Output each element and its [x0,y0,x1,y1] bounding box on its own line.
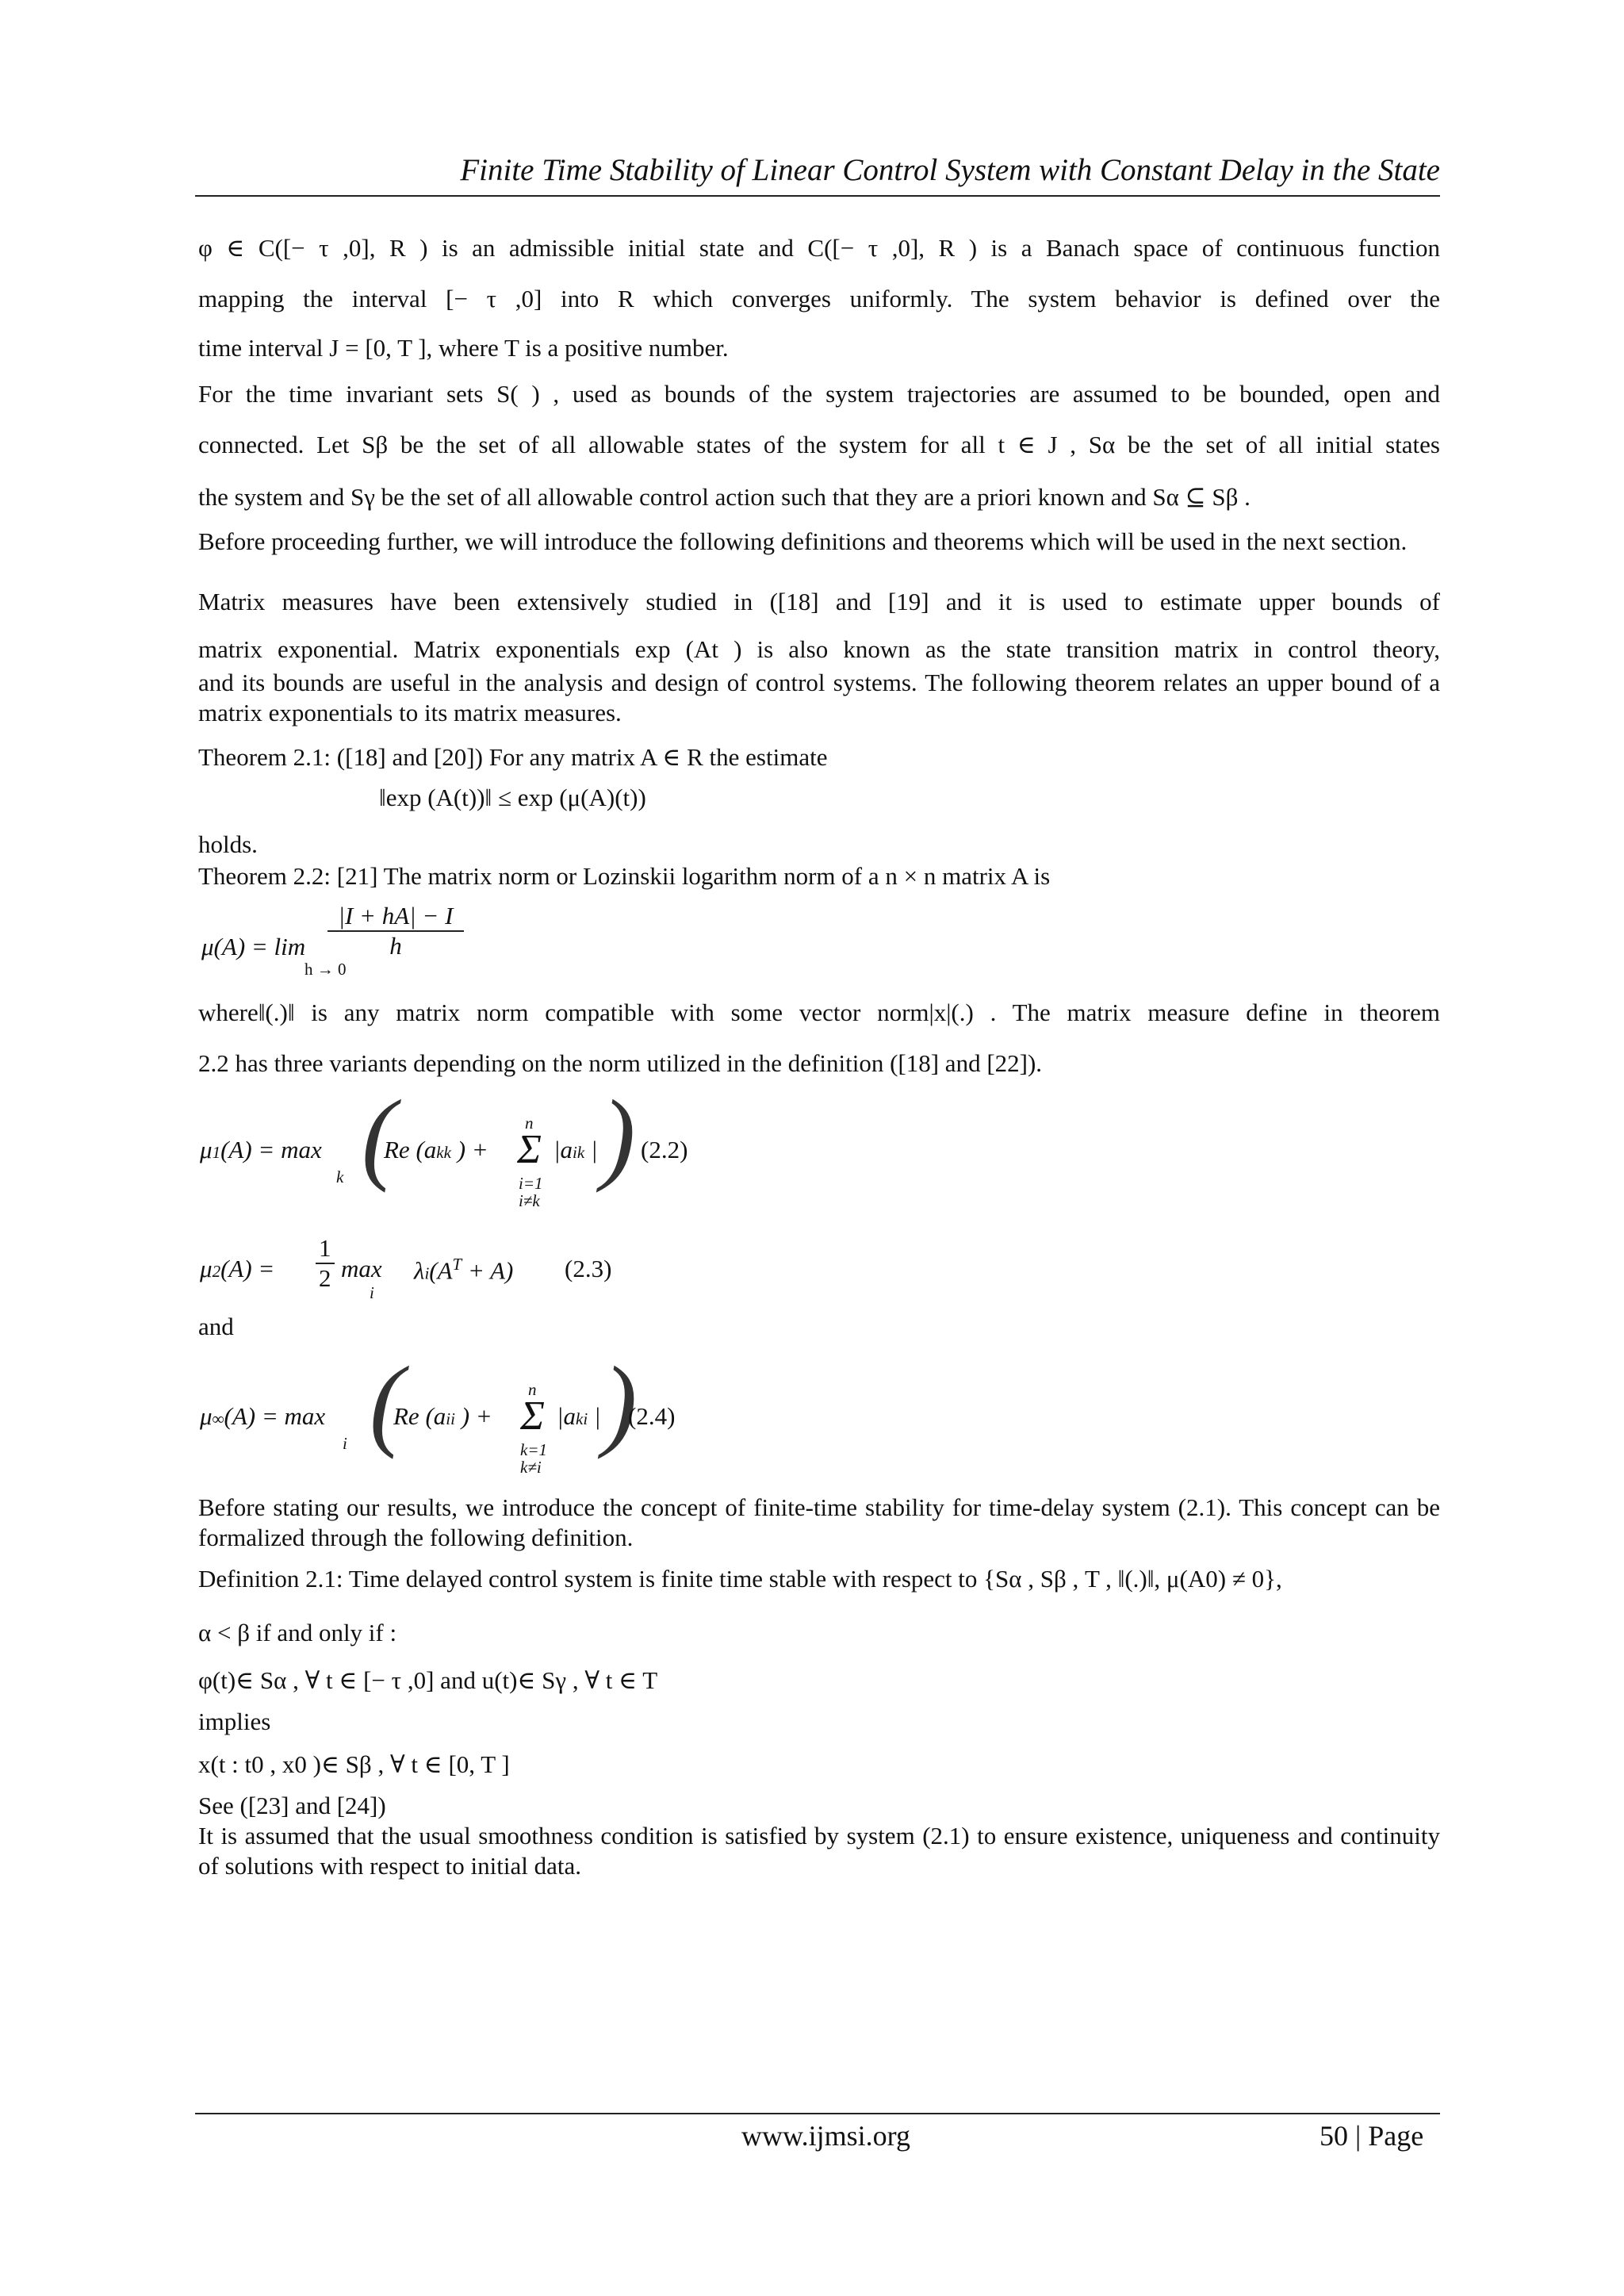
and-text: and [198,1313,234,1340]
equation-2-2-number: (2.2) [641,1136,688,1163]
equation-2-4-number: (2.4) [628,1402,676,1430]
para1-line1: φ ∈ C([− τ ,0], R ) is an admissible initial state and C([− τ ,0], R ) is a Banach space of continuous function [198,234,1440,262]
definition-2-1-condition: α < β if and only if : [198,1619,397,1646]
where-line2: 2.2 has three variants depending on the norm utilized in the definition ([18] and [22]). [198,1049,1043,1077]
definition-2-1-conclusion: x(t : t0 , x0 )∈ Sβ , ∀ t ∈ [0, T ] [198,1750,510,1778]
implies-text: implies [198,1708,271,1735]
definition-2-1: Definition 2.1: Time delayed control system is finite time stable with respect to {Sα , Sβ , T , ‖(.)‖, μ(A0) ≠ 0}, [198,1565,1282,1593]
see-references: See ([23] and [24]) [198,1792,386,1819]
header-rule [195,195,1440,197]
para6: It is assumed that the usual smoothness condition is satisfied by system (2.1) to ensure existence, uniqueness and continuity of solutions with respect to initial data. [198,1822,1440,1880]
footer-url: www.ijmsi.org [741,2120,911,2152]
footer-page-number: 50 | Page [1320,2120,1424,2152]
para4-rest: and its bounds are useful in the analysis and design of control systems. The following theorem relates an upper bound of a matrix exponentials to its matrix measures. [198,669,1440,726]
para2-line2: connected. Let Sβ be the set of all allowable states of the system for all t ∈ J , Sα be the set of all initial states [198,431,1440,458]
theorem-2-1: Theorem 2.1: ([18] and [20]) For any matrix A ∈ R the estimate [198,743,828,771]
para2-line1: For the time invariant sets S( ) , used as bounds of the system trajectories are assumed to be bounded, open and [198,380,1440,408]
running-header: Finite Time Stability of Linear Control System with Constant Delay in the State [460,153,1440,187]
para3: Before proceeding further, we will introduce the following definitions and theorems which will be used in the next section. [198,527,1408,555]
para4-line1: Matrix measures have been extensively studied in ([18] and [19] and it is used to estimate upper bounds of [198,588,1440,615]
para4-line2: matrix exponential. Matrix exponentials exp (At ) is also known as the state transition matrix in control theory, [198,635,1440,663]
definition-2-1-premise: φ(t)∈ Sα , ∀ t ∈ [− τ ,0] and u(t)∈ Sγ , ∀ t ∈ T [198,1666,658,1694]
theorem-2-2: Theorem 2.2: [21] The matrix norm or Lozinskii logarithm norm of a n × n matrix A is [198,862,1051,890]
lozinskii-equation: μ(A) = lim $\frac{|I + hA| - I}{h}$ h → 0 [201,901,464,961]
holds-text: holds. [198,830,258,858]
para1-line3: time interval J = [0, T ], where T is a positive number. [198,334,729,362]
equation-2-3-number: (2.3) [565,1255,612,1282]
footer-rule [195,2113,1440,2114]
para1-line2: mapping the interval [− τ ,0] into R which converges uniformly. The system behavior is defined over the [198,285,1440,312]
para5: Before stating our results, we introduce the concept of finite-time stability for time-delay system (2.1). This concept can be formalized through the following definition. [198,1493,1440,1551]
para2-line3: the system and Sγ be the set of all allowable control action such that they are a priori known and Sα ⊆ Sβ . [198,483,1251,511]
theorem-2-1-equation: ‖exp (A(t))‖ ≤ exp (μ(A)(t)) [379,784,646,811]
where-line1: where‖(.)‖ is any matrix norm compatible with some vector norm|x|(.) . The matrix measure define in theorem [198,999,1440,1026]
